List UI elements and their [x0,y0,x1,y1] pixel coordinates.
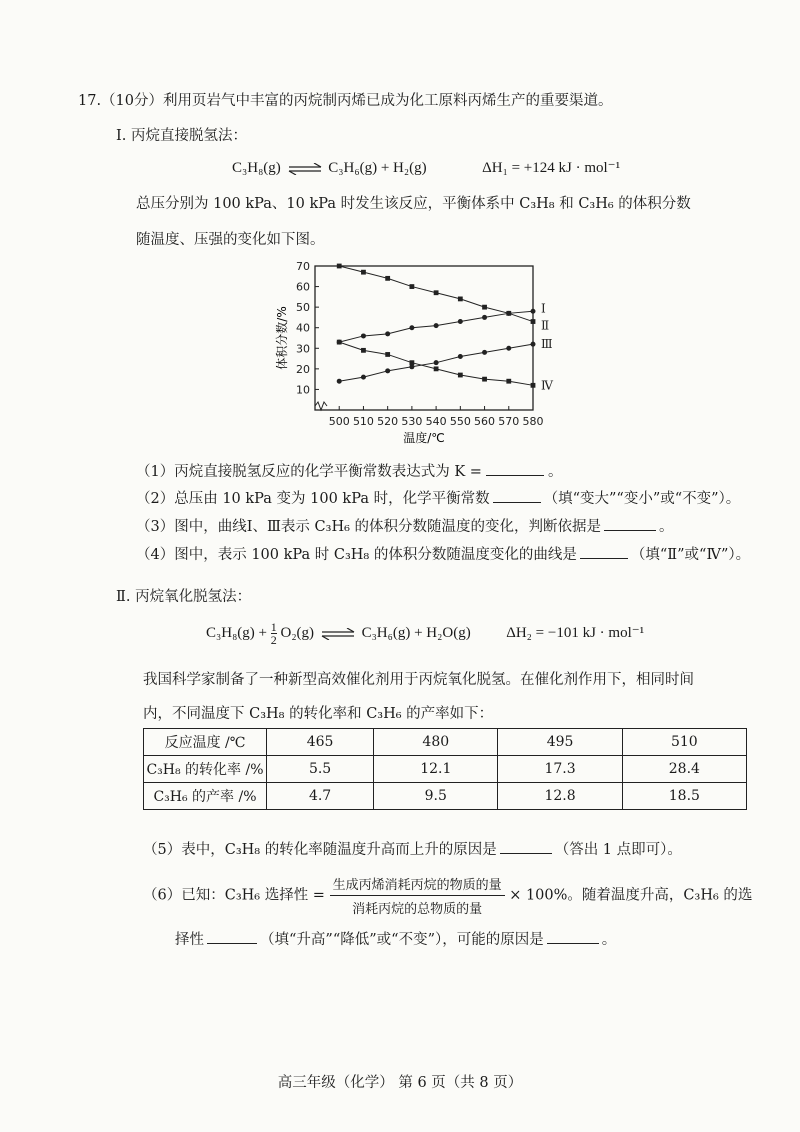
conversion-table [143,728,747,810]
data-point [385,368,390,373]
series-label: Ⅲ [541,337,553,352]
sub-question-2: （2）总压由 10 kPa 变为 100 kPa 时，化学平衡常数 （填“变大”“变小”或“不变”）。 [136,491,741,507]
equilibrium-arrow-icon [288,163,322,175]
x-tick-label: 540 [425,415,447,428]
answer-blank-1[interactable] [486,474,544,476]
answer-blank-6a[interactable] [207,942,257,944]
y-tick-label: 40 [296,321,310,335]
y-tick-label: 30 [296,342,310,356]
data-point [458,319,463,324]
volume-fraction-chart [272,256,582,446]
y-tick-label: 70 [296,260,310,273]
sub-question-6: （6）已知：C₃H₆ 选择性 = $\frac{\text{生成丙烯消耗丙烷的物质的量}}{\text{消耗丙烷的总物质的量}}$ × 100%。随着温度升高，C₃H₆ 的选 [143,874,752,917]
desc1-line2: 随温度、压强的变化如下图。 [136,232,325,248]
sub-question-1: （1）丙烷直接脱氢反应的化学平衡常数表达式为 K = 。 [136,464,563,480]
x-tick-label: 500 [328,415,350,428]
eq1-left: C₃H₈(g) [232,160,281,176]
data-point [409,360,414,365]
desc1-line1: 总压分别为 100 kPa、10 kPa 时发生该反应，平衡体系中 C₃H₈ 和 C₃H₆ 的体积分数 [136,196,691,212]
answer-blank-3[interactable] [604,529,656,531]
data-point [409,325,414,330]
selectivity-fraction: $\frac{\text{生成丙烯消耗丙烷的物质的量}}{\text{消耗丙烷的总物质的量}}$ [330,874,505,917]
table-row: C₃H₈ 的转化率 /% 5.5 12.1 17.3 28.4 [144,756,747,783]
answer-blank-5[interactable] [500,852,552,854]
x-axis-label: 温度/℃ [403,431,445,445]
data-point [434,360,439,365]
data-point [361,375,366,380]
data-point [458,297,463,302]
eq1-delta-h: ΔH₁ = +124 kJ · mol⁻¹ [482,160,621,176]
x-tick-label: 560 [474,415,496,428]
sub-question-6-line2: 择性 （填“升高”“降低”或“不变”），可能的原因是 。 [175,932,617,948]
series-label: Ⅰ [541,301,546,316]
desc2-line1: 我国科学家制备了一种新型高效催化剂用于丙烷氧化脱氢。在催化剂作用下，相同时间 [143,672,694,688]
sub-question-5: （5）表中，C₃H₈ 的转化率随温度升高而上升的原因是 （答出 1 点即可）。 [143,842,682,858]
data-point [531,309,536,314]
y-tick-label: 10 [296,383,310,397]
axis-break-icon [315,402,327,410]
data-point [482,315,487,320]
x-tick-label: 550 [449,415,471,428]
data-point [409,284,414,289]
x-tick-label: 580 [522,415,544,428]
question-header: 17.（10分）利用页岩气中丰富的丙烷制丙烯已成为化工原料丙烯生产的重要渠道。 [78,93,613,109]
sub-question-3: （3）图中，曲线Ⅰ、Ⅲ表示 C₃H₆ 的体积分数随温度的变化，判断依据是 。 [136,519,674,535]
data-point [458,354,463,359]
x-tick-label: 530 [401,415,423,428]
data-point [434,366,439,371]
eq1-right: C₃H₆(g) + H₂(g) [328,160,427,176]
plot-frame [315,266,533,410]
eq2-delta-h: ΔH₂ = −101 kJ · mol⁻¹ [506,624,645,641]
sub-question-4: （4）图中，表示 100 kPa 时 C₃H₈ 的体积分数随温度变化的曲线是 （填“Ⅱ”或“Ⅳ”）。 [136,547,751,563]
part1-title: Ⅰ. 丙烷直接脱氢法： [116,128,247,144]
data-point [361,270,366,275]
equation-1 [232,158,620,177]
data-point [506,379,511,384]
y-tick-label: 50 [296,301,310,315]
data-point [434,323,439,328]
desc2-line2: 内，不同温度下 C₃H₈ 的转化率和 C₃H₆ 的产率如下： [143,706,494,722]
answer-blank-6b[interactable] [547,942,599,944]
data-point [458,373,463,378]
data-point [385,352,390,357]
data-point [337,379,342,384]
data-point [506,346,511,351]
y-axis-label: 体积分数/% [275,306,289,370]
table-row: C₃H₆ 的产率 /% 4.7 9.5 12.8 18.5 [144,783,747,810]
data-point [337,340,342,345]
data-point [482,377,487,382]
data-point [361,333,366,338]
data-point [531,319,536,324]
table-row: 反应温度 /℃ 465 480 495 510 [144,729,747,756]
data-point [434,290,439,295]
x-tick-label: 570 [498,415,520,428]
data-point [506,311,511,316]
x-tick-label: 510 [352,415,374,428]
data-point [385,331,390,336]
answer-blank-2[interactable] [493,501,541,503]
data-point [361,348,366,353]
data-point [482,350,487,355]
x-tick-label: 520 [377,415,399,428]
answer-blank-4[interactable] [580,557,628,559]
equilibrium-arrow-icon [321,628,355,640]
data-point [385,276,390,281]
part2-title: Ⅱ. 丙烷氧化脱氢法： [116,589,252,605]
series-label: Ⅱ [541,318,550,333]
data-point [337,264,342,269]
data-point [531,383,536,388]
series-label: Ⅳ [541,378,553,393]
data-point [482,305,487,310]
page-footer: 高三年级（化学） 第 6 页（共 8 页） [277,1075,523,1091]
data-point [531,342,536,347]
y-tick-label: 20 [296,362,310,376]
y-tick-label: 60 [296,280,310,294]
equation-2: C₃H₈(g) + $\frac{1}{2}$ O₂(g) C₃H₆(g) + H₂O(g) ΔH₂ = −101 kJ · mol⁻¹ [206,620,645,647]
half-fraction: $\frac{1}{2}$ [270,620,277,647]
